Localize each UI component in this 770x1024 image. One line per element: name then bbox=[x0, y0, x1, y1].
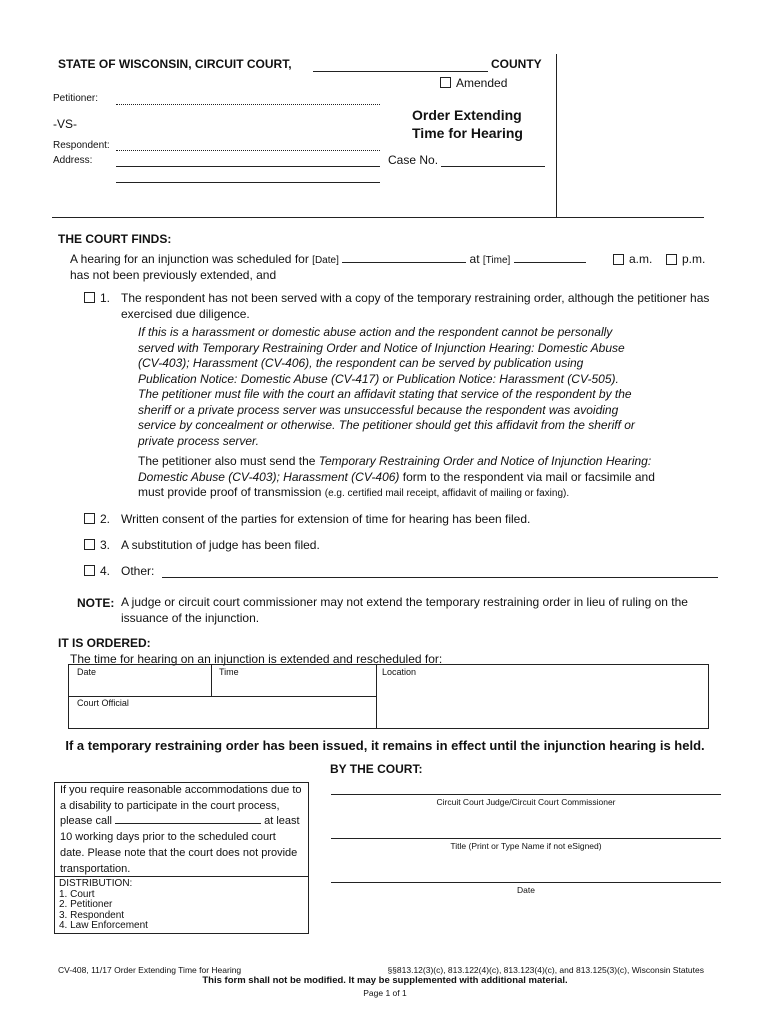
item1-number: 1. bbox=[100, 291, 111, 305]
county-label: COUNTY bbox=[491, 57, 542, 71]
table-row-divider bbox=[68, 696, 376, 697]
distribution-item: 2. Petitioner bbox=[59, 899, 113, 910]
petitioner-field[interactable] bbox=[116, 104, 380, 105]
judge-signature-label: Circuit Court Judge/Circuit Court Commissioner bbox=[436, 797, 616, 807]
accommodation-text bbox=[60, 783, 302, 877]
item1-also-text-d: (e.g. certified mail receipt, affidavit of mailing or faxing). bbox=[324, 488, 570, 499]
address-label: Address: bbox=[53, 155, 93, 166]
header-divider bbox=[556, 54, 557, 218]
item3-text: A substitution of judge has been filed. bbox=[121, 538, 320, 552]
pm-checkbox[interactable] bbox=[666, 254, 677, 265]
item1-also-text-b: Temporary Restraining Order and Notice of Injunction Hearing: Domestic Abuse (CV-403); Harassment (CV-406) bbox=[138, 454, 652, 484]
by-the-court-label: BY THE COURT: bbox=[330, 762, 423, 776]
date-signature-line[interactable] bbox=[331, 882, 721, 883]
accommodation-line6: transportation. bbox=[60, 862, 131, 875]
item2-text: Written consent of the parties for extension of time for hearing has been filed. bbox=[121, 512, 531, 526]
not-extended-text: has not been previously extended, and bbox=[70, 268, 277, 282]
item1-also-text-a: The petitioner also must send the bbox=[138, 454, 316, 468]
please-call-text: please call bbox=[60, 815, 112, 828]
accommodation-line2: a disability to participate in the court process, bbox=[60, 799, 280, 812]
date-signature-label: Date bbox=[517, 885, 535, 895]
it-is-ordered-heading: IT IS ORDERED: bbox=[58, 636, 151, 650]
item1-transmission-note bbox=[138, 454, 668, 502]
item4-other-field[interactable] bbox=[162, 577, 718, 578]
vs-label: -VS- bbox=[53, 117, 77, 131]
state-court-label: STATE OF WISCONSIN, CIRCUIT COURT, bbox=[58, 57, 292, 71]
date-label: [Date] bbox=[312, 255, 339, 266]
item4-checkbox[interactable] bbox=[84, 565, 95, 576]
phone-number-field[interactable] bbox=[115, 823, 261, 824]
item2-number: 2. bbox=[100, 512, 111, 526]
am-label: a.m. bbox=[629, 252, 653, 266]
header-bottom-rule bbox=[52, 217, 704, 218]
item1-publication-instructions: If this is a harassment or domestic abuse action and the respondent cannot be personally served with Temporary Restraining Order and Notice of Injunction Hearing: Domestic Abuse (CV-403); Harassment (CV-406), the respondent can be served by publication using Publication Notice: Domestic Abuse (CV-417) or Publication Notice: Harassment (CV-505). The petitioner must file with the court an affidavit stating that service of the respondent by the sheriff or a private process server was unsuccessful because the respondent was avoiding service by concealment or otherwise. The petitioner should get this affidavit from the sheriff or private process server. bbox=[138, 325, 635, 448]
address-field-line2[interactable] bbox=[116, 182, 380, 183]
time-label: [Time] bbox=[482, 255, 511, 266]
reschedule-date-label: Date bbox=[77, 667, 97, 677]
amended-checkbox[interactable] bbox=[440, 77, 451, 88]
petitioner-label: Petitioner: bbox=[53, 93, 99, 104]
table-divider-date-time bbox=[211, 664, 212, 696]
reschedule-time-label: Time bbox=[219, 667, 239, 677]
amended-label: Amended bbox=[456, 76, 508, 90]
court-official-label: Court Official bbox=[77, 698, 129, 708]
hearing-scheduled-text: A hearing for an injunction was scheduled for bbox=[70, 252, 309, 266]
note-text: A judge or circuit court commissioner may not extend the temporary restraining order in lieu of ruling on the issuance of the injunction. bbox=[121, 595, 688, 625]
item4-number: 4. bbox=[100, 564, 111, 578]
county-blank[interactable] bbox=[313, 71, 488, 72]
distribution-list bbox=[59, 879, 148, 932]
at-least-text: at least bbox=[264, 815, 300, 828]
footer-form-id: CV-408, 11/17 Order Extending Time for Hearing bbox=[58, 965, 242, 975]
item3-number: 3. bbox=[100, 538, 111, 552]
item4-label: Other: bbox=[121, 564, 155, 578]
reschedule-location-label: Location bbox=[382, 667, 417, 677]
respondent-field[interactable] bbox=[116, 150, 380, 151]
court-finds-heading: THE COURT FINDS: bbox=[58, 232, 172, 246]
title-signature-line[interactable] bbox=[331, 838, 721, 839]
title-signature-label: Title (Print or Type Name if not eSigned) bbox=[450, 841, 602, 851]
case-number-label: Case No. bbox=[388, 153, 439, 167]
respondent-label: Respondent: bbox=[53, 140, 110, 151]
pm-label: p.m. bbox=[682, 252, 706, 266]
distribution-item: 3. Respondent bbox=[59, 909, 125, 921]
form-title-line2: Time for Hearing bbox=[412, 125, 523, 141]
address-field-line1[interactable] bbox=[116, 166, 380, 167]
item1-text: The respondent has not been served with a copy of the temporary restraining order, although the petitioner has exercised due diligence. bbox=[121, 291, 710, 321]
distribution-item: 1. Court bbox=[59, 888, 95, 900]
item1-also-text-c: form to the respondent via mail or facsimile and must provide proof of transmission bbox=[138, 469, 655, 499]
table-divider-location bbox=[376, 664, 377, 729]
am-checkbox[interactable] bbox=[613, 254, 624, 265]
form-title-line1: Order Extending bbox=[412, 107, 522, 123]
accommodation-line5: date. Please note that the court does not provide bbox=[60, 846, 298, 859]
accommodation-line3 bbox=[60, 814, 302, 830]
accommodation-line4: 10 working days prior to the scheduled court bbox=[60, 831, 276, 844]
item3-checkbox[interactable] bbox=[84, 539, 95, 550]
note-label: NOTE: bbox=[77, 596, 115, 610]
judge-signature-line[interactable] bbox=[331, 794, 721, 795]
at-label: at bbox=[469, 252, 480, 266]
hearing-date-field[interactable] bbox=[342, 262, 466, 263]
hearing-scheduled-line bbox=[70, 252, 586, 266]
footer-page-number: Page 1 of 1 bbox=[363, 988, 407, 998]
distribution-item: 4. Law Enforcement bbox=[59, 920, 148, 931]
restraining-order-notice: If a temporary restraining order has been issued, it remains in effect until the injunction hearing is held. bbox=[65, 738, 705, 753]
distribution-heading: DISTRIBUTION: bbox=[59, 878, 133, 889]
item2-checkbox[interactable] bbox=[84, 513, 95, 524]
item1-checkbox[interactable] bbox=[84, 292, 95, 303]
footer-notice: This form shall not be modified. It may be supplemented with additional material. bbox=[202, 975, 568, 986]
ordered-text: The time for hearing on an injunction is extended and rescheduled for: bbox=[70, 652, 443, 666]
hearing-time-field[interactable] bbox=[514, 262, 586, 263]
accommodation-line1: If you require reasonable accommodations due to bbox=[60, 784, 302, 796]
footer-statutes: §§813.12(3)(c), 813.122(4)(c), 813.123(4)(c), and 813.125(3)(c), Wisconsin Statutes bbox=[387, 965, 704, 975]
case-number-field[interactable] bbox=[441, 166, 545, 167]
